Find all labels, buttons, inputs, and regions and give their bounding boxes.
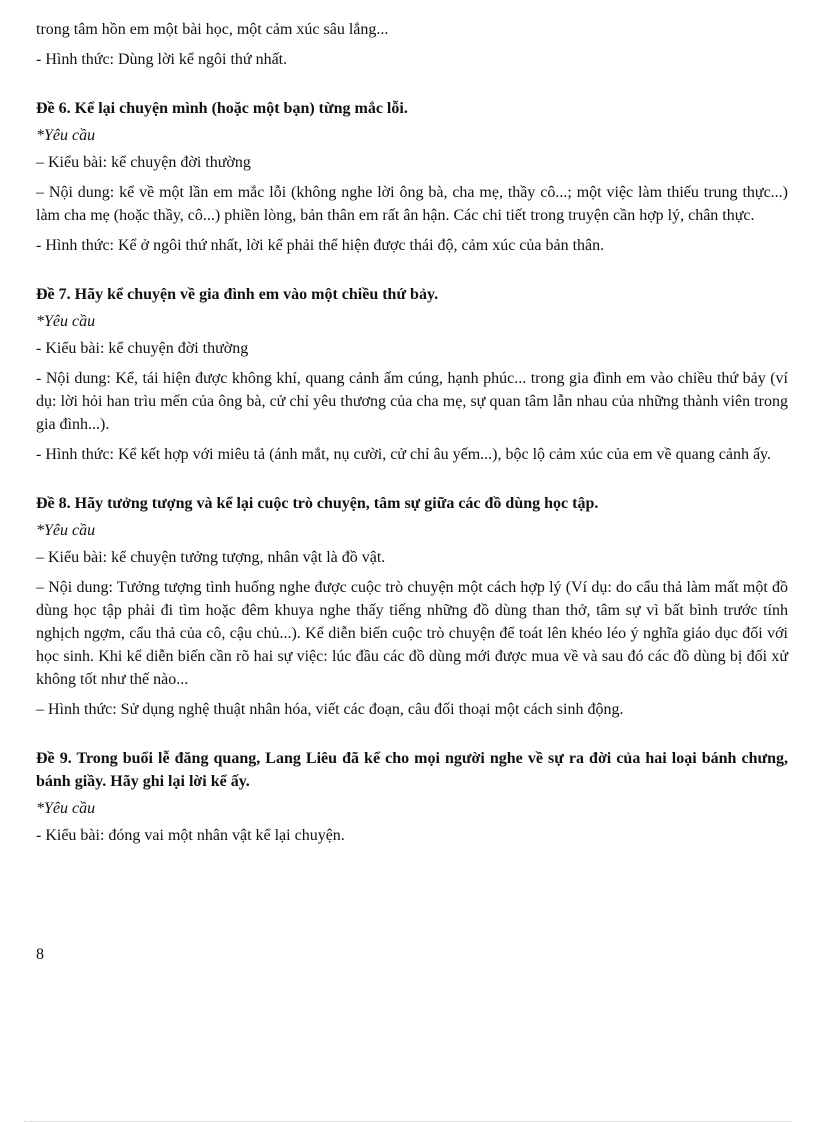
section-heading: Đề 9. Trong buổi lễ đăng quang, Lang Liêu đã kể cho mọi người nghe về sự ra đời của hai loại bánh chưng, bánh giầy. Hãy ghi lại lời kể ấy.: [36, 750, 788, 790]
requirement-item: – Kiểu bài: kể chuyện đời thường: [36, 154, 251, 171]
requirement-item: - Hình thức: Kể ở ngôi thứ nhất, lời kể phải thể hiện được thái độ, cảm xúc của bản thân.: [36, 237, 605, 254]
page-bottom-divider: [24, 1121, 792, 1122]
requirement-label: *Yêu cầu: [36, 522, 96, 539]
requirement-item: – Hình thức: Sử dụng nghệ thuật nhân hóa, viết các đoạn, câu đối thoại một cách sinh động.: [36, 701, 624, 718]
intro-line-1: trong tâm hồn em một bài học, một cảm xúc sâu lắng...: [36, 21, 389, 38]
requirement-item: – Nội dung: Tưởng tượng tình huống nghe được cuộc trò chuyện một cách hợp lý (Ví dụ: do cẩu thả làm mất một đồ dùng học tập phải đi tìm hoặc đêm khuya nghe thấy tiếng những đồ dùng than thở, tâm sự vì bất bình trước tính nghịch ngợm, cẩu thả của cô, cậu chủ...). Kể diễn biến cuộc trò chuyện để toát lên khéo léo ý nghĩa giáo dục đối với học sinh. Khi kể diễn biến cần rõ hai sự việc: lúc đầu các đồ dùng mới được mua về và sau đó các đồ dùng bị đối xử không tốt như thế nào...: [36, 579, 788, 688]
document-page: [36, 18, 788, 854]
section-heading: Đề 6. Kể lại chuyện mình (hoặc một bạn) từng mắc lỗi.: [36, 100, 408, 117]
section-heading: Đề 7. Hãy kể chuyện về gia đình em vào một chiều thứ bảy.: [36, 286, 439, 303]
requirement-label: *Yêu cầu: [36, 313, 96, 330]
section-de-8: [36, 492, 788, 721]
requirement-item: - Nội dung: Kể, tái hiện được không khí, quang cảnh ấm cúng, hạnh phúc... trong gia đình em vào chiều thứ bảy (ví dụ: lời hỏi han trìu mến của ông bà, cử chỉ yêu thương của cha mẹ, sự quan tâm lẫn nhau của những thành viên trong gia đình...).: [36, 370, 788, 433]
section-heading: Đề 8. Hãy tưởng tượng và kể lại cuộc trò chuyện, tâm sự giữa các đồ dùng học tập.: [36, 495, 599, 512]
requirement-label: *Yêu cầu: [36, 800, 96, 817]
requirement-item: - Kiểu bài: đóng vai một nhân vật kể lại chuyện.: [36, 827, 345, 844]
section-de-7: [36, 283, 788, 466]
page-number: 8: [36, 946, 44, 963]
requirement-item: – Nội dung: kể về một lần em mắc lỗi (không nghe lời ông bà, cha mẹ, thầy cô...; một việc làm thiếu trung thực...) làm cha mẹ (hoặc thầy, cô...) phiền lòng, bản thân em rất ân hận. Các chi tiết trong truyện cần hợp lý, chân thực.: [36, 184, 788, 224]
requirement-label: *Yêu cầu: [36, 127, 96, 144]
requirement-item: - Hình thức: Kể kết hợp với miêu tả (ánh mắt, nụ cười, cử chỉ âu yếm...), bộc lộ cảm xúc của em về quang cảnh ấy.: [36, 446, 772, 463]
section-de-6: [36, 97, 788, 257]
intro-line-2: - Hình thức: Dùng lời kể ngôi thứ nhất.: [36, 51, 288, 68]
section-de-9: [36, 747, 788, 847]
requirement-item: - Kiểu bài: kể chuyện đời thường: [36, 340, 249, 357]
requirement-item: – Kiểu bài: kể chuyện tưởng tượng, nhân vật là đồ vật.: [36, 549, 386, 566]
